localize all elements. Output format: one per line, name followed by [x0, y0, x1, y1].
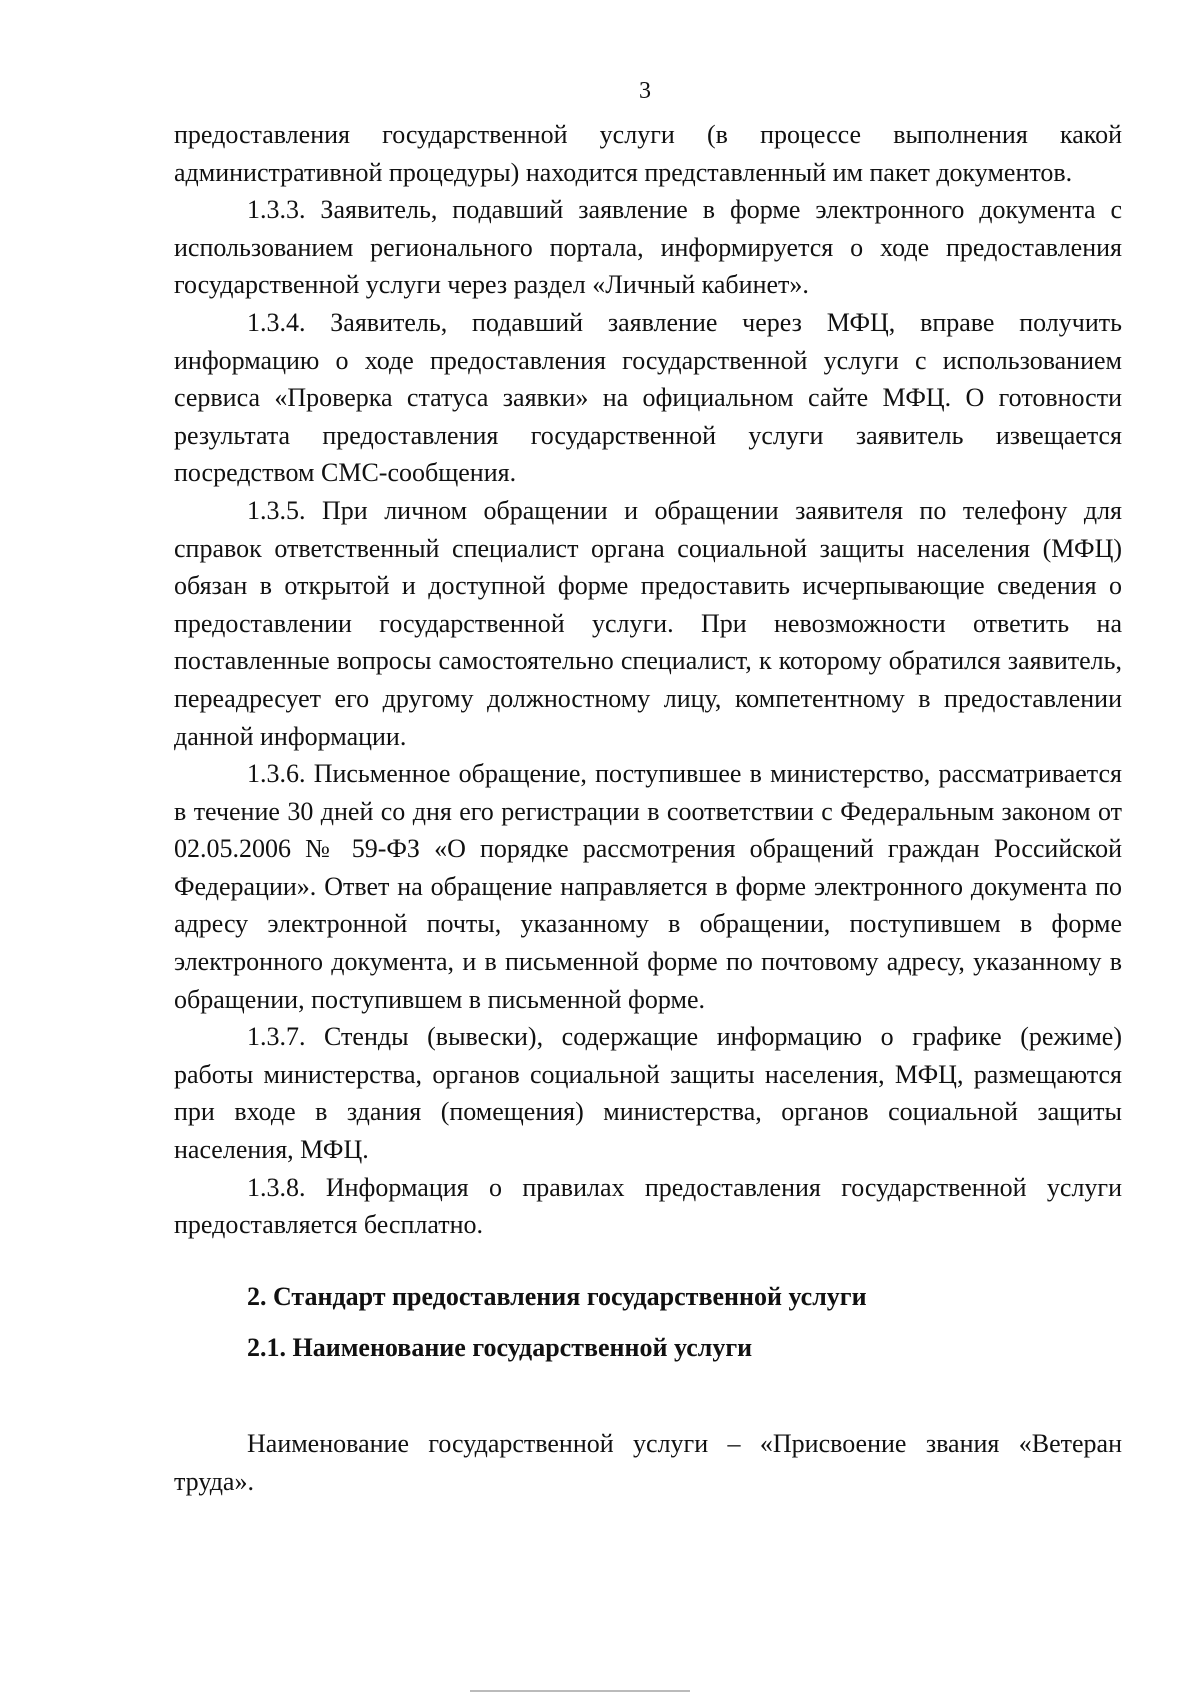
scan-artifact-line [470, 1690, 690, 1692]
paragraph-service-name: Наименование государственной услуги – «Присвоение звания «Ветеран труда». [174, 1429, 1122, 1496]
paragraph-1-3-7: 1.3.7. Стенды (вывески), содержащие информацию о графике (режиме) работы министерства, органов социальной защиты населения, МФЦ, размещаются при входе в здания (помещения) министерства, органов социальной защиты населения, МФЦ. [174, 1022, 1122, 1165]
page-number: 3 [639, 78, 651, 104]
section-heading-2-1: 2.1. Наименование государственной услуги [247, 1333, 753, 1363]
document-body [174, 116, 1122, 1500]
section-heading-2: 2. Стандарт предоставления государственной услуги [247, 1281, 867, 1311]
paragraph-1-3-3: 1.3.3. Заявитель, подавший заявление в форме электронного документа с использованием регионального портала, информируется о ходе предоставления государственной услуги через раздел «Личный кабинет». [174, 195, 1122, 300]
paragraph-1-3-6: 1.3.6. Письменное обращение, поступившее в министерство, рассматривается в течение 30 дней со дня его регистрации в соответствии с Федеральным законом от 02.05.2006 № 59-ФЗ «О порядке рассмотрения обращений граждан Российской Федерации». Ответ на обращение направляется в форме электронного документа по адресу электронной почты, указанному в обращении, поступившем в форме электронного документа, и в письменной форме по почтовому адресу, указанному в обращении, поступившем в письменной форме. [174, 759, 1122, 1014]
paragraph-1-3-5: 1.3.5. При личном обращении и обращении заявителя по телефону для справок ответственный специалист органа социальной защиты населения (МФЦ) обязан в открытой и доступной форме предоставить исчерпывающие сведения о предоставлении государственной услуги. При невозможности ответить на поставленные вопросы самостоятельно специалист, к которому обратился заявитель, переадресует его другому должностному лицу, компетентному в предоставлении данной информации. [174, 495, 1122, 751]
paragraph-1-3-8: 1.3.8. Информация о правилах предоставления государственной услуги предоставляется бесплатно. [174, 1172, 1122, 1240]
paragraph-continuation: предоставления государственной услуги (в процессе выполнения какой административной процедуры) находится представленный им пакет документов. [174, 120, 1122, 187]
paragraph-1-3-4: 1.3.4. Заявитель, подавший заявление через МФЦ, вправе получить информацию о ходе предоставления государственной услуги с использованием сервиса «Проверка статуса заявки» на официальном сайте МФЦ. О готовности результата предоставления государственной услуги заявитель извещается посредством СМС-сообщения. [174, 307, 1122, 488]
